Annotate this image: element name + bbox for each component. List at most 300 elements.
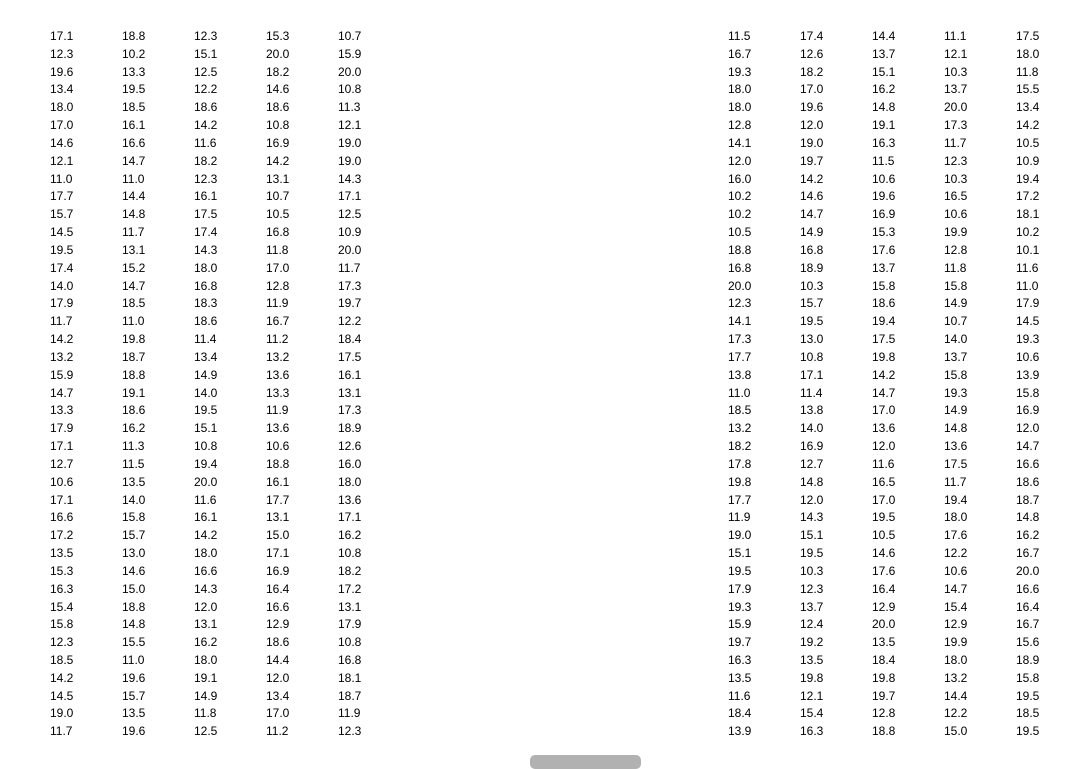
- left-table-cell: 16.8: [266, 225, 290, 240]
- left-table-cell: 13.5: [50, 546, 74, 561]
- right-table-cell: 18.0: [728, 100, 752, 115]
- left-table-cell: 18.6: [194, 314, 218, 329]
- right-table-cell: 16.2: [872, 82, 896, 97]
- left-table-cell: 17.5: [194, 207, 218, 222]
- left-table-cell: 19.1: [122, 385, 146, 400]
- right-table-cell: 16.0: [728, 171, 752, 186]
- left-table-cell: 18.6: [122, 403, 146, 418]
- left-table-cell: 14.4: [122, 189, 146, 204]
- right-table-cell: 14.6: [872, 546, 896, 561]
- right-table-cell: 12.3: [800, 581, 824, 596]
- left-table-row: [50, 188, 378, 206]
- left-table-cell: 19.5: [50, 242, 74, 257]
- left-table-cell: 19.4: [194, 456, 218, 471]
- right-table-cell: 10.2: [1016, 225, 1040, 240]
- right-table-cell: 10.5: [872, 528, 896, 543]
- left-table-cell: 17.0: [50, 118, 74, 133]
- left-table-cell: 11.9: [266, 403, 289, 418]
- left-table-cell: 15.7: [122, 688, 146, 703]
- left-table-cell: 17.2: [50, 528, 74, 543]
- left-table-cell: 16.2: [194, 635, 218, 650]
- left-table-cell: 16.6: [266, 599, 290, 614]
- right-table-cell: 13.8: [800, 403, 824, 418]
- left-data-table: [50, 28, 378, 741]
- left-table-cell: 19.6: [122, 670, 146, 685]
- left-table-cell: 10.6: [50, 474, 74, 489]
- left-table-cell: 14.0: [194, 385, 218, 400]
- left-table-cell: 12.0: [194, 599, 218, 614]
- left-table-row: [50, 705, 378, 723]
- left-table-row: [50, 599, 378, 617]
- left-table-cell: 12.3: [338, 724, 362, 739]
- right-table-cell: 11.1: [944, 29, 967, 43]
- left-table-cell: 17.1: [338, 510, 362, 525]
- right-table-row: [728, 652, 1056, 670]
- right-table-cell: 17.8: [728, 456, 752, 471]
- left-table-cell: 11.5: [122, 456, 145, 471]
- left-table-cell: 16.9: [266, 563, 290, 578]
- left-table-cell: 14.9: [194, 367, 218, 382]
- right-table-row: [728, 64, 1056, 82]
- left-table-cell: 18.5: [122, 100, 146, 115]
- right-table-cell: 18.4: [872, 652, 896, 667]
- left-table-cell: 14.7: [50, 385, 74, 400]
- right-table-cell: 19.8: [800, 670, 824, 685]
- right-table-cell: 18.0: [944, 652, 968, 667]
- right-table-cell: 16.7: [1016, 617, 1040, 632]
- left-table-cell: 17.1: [338, 189, 362, 204]
- right-table-cell: 13.2: [944, 670, 968, 685]
- left-table-cell: 18.0: [194, 652, 218, 667]
- left-table-cell: 16.9: [266, 135, 290, 150]
- right-table-cell: 15.1: [872, 64, 896, 79]
- right-table-cell: 10.8: [800, 349, 824, 364]
- left-table-cell: 15.9: [50, 367, 74, 382]
- left-table-cell: 10.8: [266, 118, 290, 133]
- left-table-cell: 16.6: [194, 563, 218, 578]
- left-table-row: [50, 117, 378, 135]
- right-table-cell: 19.9: [944, 635, 968, 650]
- right-table-cell: 19.8: [728, 474, 752, 489]
- right-table-cell: 17.6: [872, 563, 896, 578]
- horizontal-scrollbar-thumb[interactable]: [530, 755, 641, 769]
- right-table-cell: 18.6: [1016, 474, 1040, 489]
- right-table-cell: 14.2: [872, 367, 896, 382]
- left-table-cell: 12.7: [50, 456, 74, 471]
- left-table-row: [50, 438, 378, 456]
- right-table-cell: 19.0: [800, 135, 824, 150]
- left-table-cell: 13.6: [338, 492, 362, 507]
- left-table-cell: 18.6: [266, 635, 290, 650]
- left-table-cell: 14.0: [50, 278, 74, 293]
- right-table-cell: 10.6: [872, 171, 896, 186]
- left-table-row: [50, 634, 378, 652]
- left-table-cell: 19.0: [338, 135, 362, 150]
- left-table-row: [50, 616, 378, 634]
- left-table-cell: 10.8: [338, 546, 362, 561]
- right-table-cell: 12.9: [872, 599, 896, 614]
- right-table-cell: 19.4: [872, 314, 896, 329]
- right-table-cell: 17.5: [1016, 29, 1040, 43]
- right-table-row: [728, 295, 1056, 313]
- left-table-row: [50, 545, 378, 563]
- left-table-body: [50, 28, 378, 741]
- right-table-cell: 11.6: [1016, 260, 1039, 275]
- left-table-row: [50, 28, 378, 46]
- left-table-cell: 14.7: [122, 278, 146, 293]
- right-table-cell: 16.3: [728, 652, 752, 667]
- left-table-cell: 10.8: [338, 635, 362, 650]
- right-table-cell: 17.7: [728, 349, 752, 364]
- right-table-cell: 14.4: [872, 29, 896, 43]
- right-data-table: [728, 28, 1056, 741]
- left-table-cell: 12.2: [194, 82, 218, 97]
- left-table-cell: 11.8: [266, 242, 289, 257]
- left-table-cell: 17.0: [266, 260, 290, 275]
- right-table-row: [728, 545, 1056, 563]
- right-table-row: [728, 581, 1056, 599]
- right-table-cell: 12.8: [728, 118, 752, 133]
- left-table-cell: 18.0: [50, 100, 74, 115]
- left-table-cell: 10.2: [122, 46, 146, 61]
- right-table-cell: 10.5: [1016, 135, 1040, 150]
- right-table-cell: 19.5: [728, 563, 752, 578]
- left-table-cell: 18.8: [122, 599, 146, 614]
- right-table-cell: 19.2: [800, 635, 824, 650]
- right-table-cell: 13.5: [728, 670, 752, 685]
- left-table-cell: 15.5: [122, 635, 146, 650]
- right-table-cell: 16.5: [872, 474, 896, 489]
- right-table-cell: 18.4: [728, 706, 752, 721]
- right-table-cell: 16.8: [800, 242, 824, 257]
- right-table-cell: 13.9: [1016, 367, 1040, 382]
- right-table-cell: 19.5: [1016, 724, 1040, 739]
- right-table-cell: 10.3: [800, 563, 824, 578]
- left-table-row: [50, 81, 378, 99]
- left-table-cell: 16.3: [50, 581, 74, 596]
- right-table-cell: 19.7: [728, 635, 752, 650]
- left-table-cell: 12.9: [266, 617, 290, 632]
- left-table-cell: 19.0: [338, 153, 362, 168]
- right-table-cell: 17.6: [944, 528, 968, 543]
- right-table-cell: 15.8: [944, 278, 968, 293]
- right-table-cell: 13.0: [800, 332, 824, 347]
- left-table-cell: 14.3: [194, 581, 218, 596]
- left-table-cell: 17.1: [50, 29, 74, 43]
- left-table-row: [50, 313, 378, 331]
- left-table-cell: 19.8: [122, 332, 146, 347]
- right-table-cell: 16.4: [872, 581, 896, 596]
- left-table-cell: 11.6: [194, 492, 217, 507]
- right-table-cell: 11.0: [728, 385, 751, 400]
- left-table-cell: 15.0: [122, 581, 146, 596]
- left-table-cell: 14.9: [194, 688, 218, 703]
- right-table-cell: 12.6: [800, 46, 824, 61]
- right-table-cell: 14.3: [800, 510, 824, 525]
- right-table-cell: 15.9: [728, 617, 752, 632]
- right-table-row: [728, 563, 1056, 581]
- left-table-cell: 17.1: [50, 492, 74, 507]
- left-table-cell: 17.2: [338, 581, 362, 596]
- right-table-cell: 11.5: [728, 29, 751, 43]
- left-table-row: [50, 527, 378, 545]
- right-table-row: [728, 331, 1056, 349]
- right-table-cell: 19.8: [872, 670, 896, 685]
- right-table-cell: 13.7: [872, 46, 896, 61]
- left-table-cell: 16.6: [122, 135, 146, 150]
- right-table-cell: 12.0: [728, 153, 752, 168]
- left-table-row: [50, 670, 378, 688]
- right-table-cell: 17.6: [872, 242, 896, 257]
- left-table-cell: 16.2: [338, 528, 362, 543]
- right-table-cell: 19.5: [872, 510, 896, 525]
- left-table-cell: 10.9: [338, 225, 362, 240]
- left-table-cell: 13.6: [266, 421, 290, 436]
- right-table-cell: 16.9: [872, 207, 896, 222]
- left-table-row: [50, 46, 378, 64]
- right-table-cell: 16.7: [728, 46, 752, 61]
- left-table-cell: 18.0: [338, 474, 362, 489]
- right-table-row: [728, 135, 1056, 153]
- right-table-cell: 14.7: [1016, 439, 1040, 454]
- left-table-row: [50, 171, 378, 189]
- right-table-row: [728, 81, 1056, 99]
- left-table-cell: 15.9: [338, 46, 362, 61]
- right-table-cell: 14.4: [944, 688, 968, 703]
- right-table-cell: 12.1: [944, 46, 968, 61]
- left-table-cell: 14.2: [50, 670, 74, 685]
- left-table-cell: 11.0: [122, 314, 145, 329]
- left-table-cell: 11.3: [338, 100, 361, 115]
- left-table-cell: 15.7: [50, 207, 74, 222]
- right-table-row: [728, 99, 1056, 117]
- right-table-cell: 14.8: [800, 474, 824, 489]
- left-table-cell: 14.6: [122, 563, 146, 578]
- left-table-cell: 16.8: [194, 278, 218, 293]
- left-table-cell: 12.3: [194, 29, 218, 43]
- left-table-row: [50, 652, 378, 670]
- right-table-row: [728, 242, 1056, 260]
- right-table-row: [728, 599, 1056, 617]
- left-table-cell: 18.5: [122, 296, 146, 311]
- left-table-cell: 10.5: [266, 207, 290, 222]
- left-table-cell: 16.0: [338, 456, 362, 471]
- left-table-cell: 14.2: [50, 332, 74, 347]
- right-table-row: [728, 188, 1056, 206]
- left-table-cell: 13.1: [338, 599, 362, 614]
- left-table-cell: 12.5: [338, 207, 362, 222]
- right-table-cell: 16.2: [1016, 528, 1040, 543]
- left-table-cell: 11.0: [50, 171, 73, 186]
- left-table-row: [50, 456, 378, 474]
- left-table-row: [50, 135, 378, 153]
- left-table-cell: 14.2: [194, 118, 218, 133]
- right-table-cell: 11.7: [944, 474, 967, 489]
- right-table-cell: 15.8: [872, 278, 896, 293]
- right-table-cell: 18.5: [728, 403, 752, 418]
- left-table-cell: 15.2: [122, 260, 146, 275]
- right-table-cell: 10.6: [944, 563, 968, 578]
- right-table-row: [728, 171, 1056, 189]
- left-table-cell: 16.7: [266, 314, 290, 329]
- right-table-cell: 12.9: [944, 617, 968, 632]
- right-table-row: [728, 670, 1056, 688]
- left-table-cell: 16.1: [266, 474, 290, 489]
- left-table-cell: 14.4: [266, 652, 290, 667]
- left-table-cell: 12.1: [50, 153, 74, 168]
- right-table-cell: 17.0: [872, 403, 896, 418]
- right-table-cell: 10.9: [1016, 153, 1040, 168]
- right-table-row: [728, 438, 1056, 456]
- right-table-cell: 16.3: [800, 724, 824, 739]
- left-table-cell: 15.8: [122, 510, 146, 525]
- right-table-cell: 19.0: [728, 528, 752, 543]
- right-table-cell: 12.0: [872, 439, 896, 454]
- right-table-cell: 13.5: [800, 652, 824, 667]
- right-table-body: [728, 28, 1056, 741]
- right-table-cell: 18.0: [728, 82, 752, 97]
- left-table-cell: 13.0: [122, 546, 146, 561]
- right-table-cell: 14.5: [1016, 314, 1040, 329]
- right-table-cell: 17.7: [728, 492, 752, 507]
- left-table-cell: 19.7: [338, 296, 362, 311]
- right-table-cell: 19.9: [944, 225, 968, 240]
- left-table-cell: 16.4: [266, 581, 290, 596]
- right-table-cell: 18.8: [872, 724, 896, 739]
- left-table-cell: 20.0: [194, 474, 218, 489]
- left-table-cell: 20.0: [338, 242, 362, 257]
- left-table-row: [50, 420, 378, 438]
- right-table-cell: 17.3: [944, 118, 968, 133]
- left-table-cell: 18.1: [338, 670, 362, 685]
- left-table-cell: 18.5: [50, 652, 74, 667]
- left-table-cell: 11.0: [122, 652, 145, 667]
- left-table-cell: 10.8: [338, 82, 362, 97]
- left-table-cell: 11.0: [122, 171, 145, 186]
- right-table-cell: 12.8: [944, 242, 968, 257]
- left-table-cell: 11.6: [194, 135, 217, 150]
- left-table-row: [50, 402, 378, 420]
- right-table-cell: 12.7: [800, 456, 824, 471]
- left-table-cell: 13.5: [122, 474, 146, 489]
- left-table-cell: 11.4: [194, 332, 217, 347]
- left-table-cell: 19.5: [194, 403, 218, 418]
- right-table-cell: 15.4: [800, 706, 824, 721]
- right-table-cell: 14.7: [872, 385, 896, 400]
- left-table-cell: 12.1: [338, 118, 362, 133]
- left-table-cell: 13.1: [266, 171, 290, 186]
- left-table-cell: 12.8: [266, 278, 290, 293]
- left-table-cell: 10.6: [266, 439, 290, 454]
- right-table-cell: 19.3: [728, 64, 752, 79]
- right-table-cell: 11.6: [872, 456, 895, 471]
- left-table-cell: 14.5: [50, 688, 74, 703]
- right-table-cell: 10.2: [728, 189, 752, 204]
- right-table-cell: 19.8: [872, 349, 896, 364]
- right-table-row: [728, 385, 1056, 403]
- left-table-cell: 15.7: [122, 528, 146, 543]
- left-table-cell: 17.4: [50, 260, 74, 275]
- right-table-cell: 16.5: [944, 189, 968, 204]
- right-table-cell: 13.7: [800, 599, 824, 614]
- left-table-cell: 16.1: [194, 189, 218, 204]
- right-table-cell: 15.1: [800, 528, 824, 543]
- right-table-cell: 17.1: [800, 367, 824, 382]
- left-table-cell: 16.8: [338, 652, 362, 667]
- right-table-cell: 18.1: [1016, 207, 1040, 222]
- right-table-cell: 12.4: [800, 617, 824, 632]
- right-table-cell: 12.0: [800, 118, 824, 133]
- left-table-cell: 17.4: [194, 225, 218, 240]
- right-table-cell: 13.7: [872, 260, 896, 275]
- left-table-cell: 13.1: [338, 385, 362, 400]
- right-table-row: [728, 723, 1056, 741]
- left-table-row: [50, 242, 378, 260]
- right-table-row: [728, 206, 1056, 224]
- right-table-cell: 10.3: [944, 64, 968, 79]
- left-table-cell: 11.3: [122, 439, 145, 454]
- right-table-cell: 18.2: [728, 439, 752, 454]
- right-table-cell: 14.8: [944, 421, 968, 436]
- left-table-cell: 20.0: [338, 64, 362, 79]
- right-table-cell: 16.9: [800, 439, 824, 454]
- right-table-cell: 14.0: [800, 421, 824, 436]
- left-table-cell: 14.0: [122, 492, 146, 507]
- right-table-cell: 17.4: [800, 29, 824, 43]
- left-table-cell: 18.7: [122, 349, 146, 364]
- right-table-cell: 12.1: [800, 688, 824, 703]
- right-table-cell: 10.3: [944, 171, 968, 186]
- right-table-cell: 19.3: [728, 599, 752, 614]
- right-table-row: [728, 153, 1056, 171]
- left-table-row: [50, 153, 378, 171]
- left-table-cell: 16.6: [50, 510, 74, 525]
- right-table-cell: 14.2: [1016, 118, 1040, 133]
- right-table-row: [728, 474, 1056, 492]
- left-table-cell: 17.3: [338, 403, 362, 418]
- left-table-cell: 11.7: [338, 260, 361, 275]
- left-table-cell: 16.2: [122, 421, 146, 436]
- left-table-cell: 12.6: [338, 439, 362, 454]
- left-table-cell: 13.2: [50, 349, 74, 364]
- right-table-cell: 10.2: [728, 207, 752, 222]
- left-table-cell: 13.5: [122, 706, 146, 721]
- left-table-cell: 17.0: [266, 706, 290, 721]
- right-table-cell: 14.7: [800, 207, 824, 222]
- left-table-row: [50, 278, 378, 296]
- right-table-cell: 10.6: [1016, 349, 1040, 364]
- left-table-cell: 14.2: [194, 528, 218, 543]
- left-table-cell: 13.1: [122, 242, 146, 257]
- left-table-row: [50, 367, 378, 385]
- right-table-cell: 13.7: [944, 82, 968, 97]
- left-table-cell: 17.1: [50, 439, 74, 454]
- right-table-cell: 16.8: [728, 260, 752, 275]
- right-table-cell: 15.7: [800, 296, 824, 311]
- right-table-cell: 15.1: [728, 546, 752, 561]
- right-table-cell: 10.1: [1016, 242, 1040, 257]
- right-table-cell: 15.0: [944, 724, 968, 739]
- right-table-row: [728, 28, 1056, 46]
- left-table-cell: 14.8: [122, 207, 146, 222]
- right-table-cell: 17.9: [1016, 296, 1040, 311]
- left-table-cell: 19.1: [194, 670, 218, 685]
- right-table-row: [728, 313, 1056, 331]
- left-table-cell: 18.2: [194, 153, 218, 168]
- left-table-row: [50, 509, 378, 527]
- left-table-cell: 12.3: [194, 171, 218, 186]
- right-table-cell: 12.2: [944, 546, 968, 561]
